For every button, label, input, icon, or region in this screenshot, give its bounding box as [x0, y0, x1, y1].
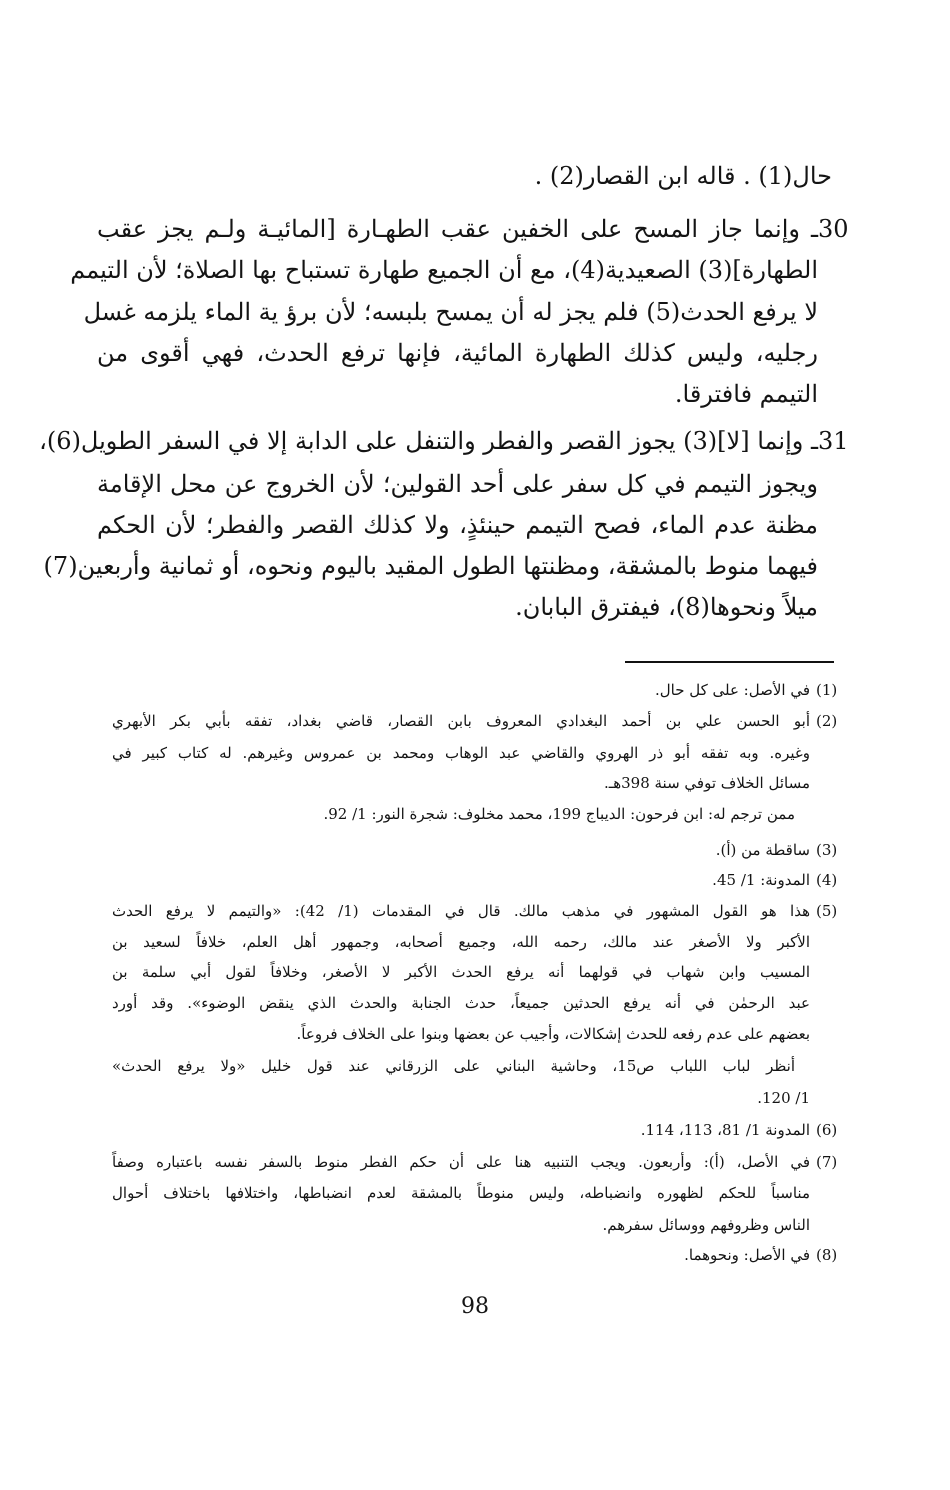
- footnote-line: وغيره. وبه تفقه أبو ذر الهروي والقاضي عبد الوهاب ومحمد بن عمروس وغيرهم. له كتاب كبير في: [112, 744, 810, 762]
- footnote-line: ممن ترجم له: ابن فرحون: الديباج 199، محمد مخلوف: شجرة النور: 1/ 92.: [323, 805, 795, 823]
- footnote-number: (7): [816, 1153, 838, 1171]
- paragraph-line: ميلاً ونحوها(8)، فيفترق البابان.: [515, 593, 818, 621]
- footnote-line: في الأصل، (أ): وأربعون. ويجب التنبيه هنا على أن حكم الفطر منوط بالسفر نفسه باعتباره وصفاً: [112, 1153, 810, 1171]
- footnote-separator: [625, 661, 834, 663]
- footnote-line: بعضهم على عدم رفعه للحدث إشكالات، وأجيب عن بعضها وبنوا على الخلاف فروعاً.: [296, 1025, 810, 1043]
- footnote-number: (3): [816, 841, 838, 859]
- footnote-number: (5): [816, 902, 838, 920]
- footnote-line: هذا هو القول المشهور في مذهب مالك. قال في المقدمات (1/ 42): «والتيمم لا يرفع الحدث: [112, 902, 811, 920]
- footnote-number: (2): [816, 712, 838, 730]
- footnote-line: أنظر لباب اللباب ص15، وحاشية البناني على الزرقاني عند قول خليل «ولا يرفع الحدث»: [112, 1057, 796, 1075]
- footnote-line: مناسباً للحكم لظهوره وانضباطه، وليس منوطاً بالمشقة لعدم انضباطها، واختلافها باختلاف أحوال: [112, 1184, 810, 1202]
- paragraph-number: 31: [818, 427, 849, 455]
- footnote-line: المسيب وابن شهاب في قولهما أنه يرفع الحدث الأكبر لا الأصغر، وخلافاً لقول أبي سلمة بن: [112, 963, 810, 981]
- footnote-line: في الأصل: ونحوهما.: [684, 1246, 810, 1264]
- footnote-number: (4): [816, 871, 838, 889]
- paragraph-line: فيهما منوط بالمشقة، ومظنتها الطول المقيد باليوم ونحوه، أو ثمانية وأربعين(7): [43, 552, 818, 580]
- footnote-line: المدونة: 1/ 45.: [712, 871, 810, 889]
- intro-line: حال(1) . قاله ابن القصار(2) .: [534, 162, 832, 190]
- paragraph-line: ويجوز التيمم في كل سفر على أحد القولين؛ لأن الخروج عن محل الإقامة: [97, 470, 818, 498]
- footnote-line: عبد الرحمٰن في أنه يرفع الحدثين جميعاً، حدث الجنابة والحدث الذي ينقض الوضوء». وقد أورد: [112, 994, 810, 1012]
- footnote-number: (1): [816, 681, 838, 699]
- footnote-line: ساقطة من (أ).: [715, 841, 810, 859]
- footnote-line: أبو الحسن علي بن أحمد البغدادي المعروف بابن القصار، قاضي بغداد، تفقه بأبي بكر الأبهري: [112, 712, 810, 730]
- paragraph-line: التيمم فافترقا.: [674, 380, 818, 408]
- footnote-line: المدونة 1/ 81، 113، 114.: [640, 1121, 810, 1139]
- paragraph-line: الطهارة](3) الصعيدية(4)، مع أن الجميع طهارة تستباح بها الصلاة؛ لأن التيمم: [70, 256, 818, 284]
- page-number: 98: [461, 1294, 489, 1319]
- footnote-number: (6): [816, 1121, 838, 1139]
- paragraph-line: لا يرفع الحدث(5) فلم يجز له أن يمسح بلبسه؛ لأن برؤ ية الماء يلزمه غسل: [83, 298, 818, 326]
- paragraph-line: مظنة عدم الماء، فصح التيمم حينئذٍ، ولا كذلك القصر والفطر؛ لأن الحكم: [97, 511, 818, 539]
- footnote-line: الأكبر ولا الأصغر عند مالك، رحمه الله، وجميع أصحابه، وجمهور أهل العلم، خلافاً لسعيد بن: [112, 933, 810, 951]
- footnote-line: مسائل الخلاف توفي سنة 398هـ.: [604, 774, 810, 792]
- paragraph-line: ـ وإنما [لا](3) يجوز القصر والفطر والتنفل على الدابة إلا في السفر الطويل(6)،: [39, 427, 818, 455]
- footnote-line: في الأصل: على كل حال.: [654, 681, 810, 699]
- footnote-number: (8): [816, 1246, 838, 1264]
- paragraph-number: 30: [818, 215, 849, 243]
- paragraph-line: رجليه، وليس كذلك الطهارة المائية، فإنها ترفع الحدث، فهي أقوى من: [97, 339, 818, 367]
- footnote-line: 1/ 120.: [757, 1089, 810, 1107]
- paragraph-line: ـ وإنما جاز المسح على الخفين عقب الطهـارة [المائيـة ولـم يجز عقب: [97, 215, 818, 243]
- footnote-line: الناس وظروفهم ووسائل سفرهم.: [602, 1216, 810, 1234]
